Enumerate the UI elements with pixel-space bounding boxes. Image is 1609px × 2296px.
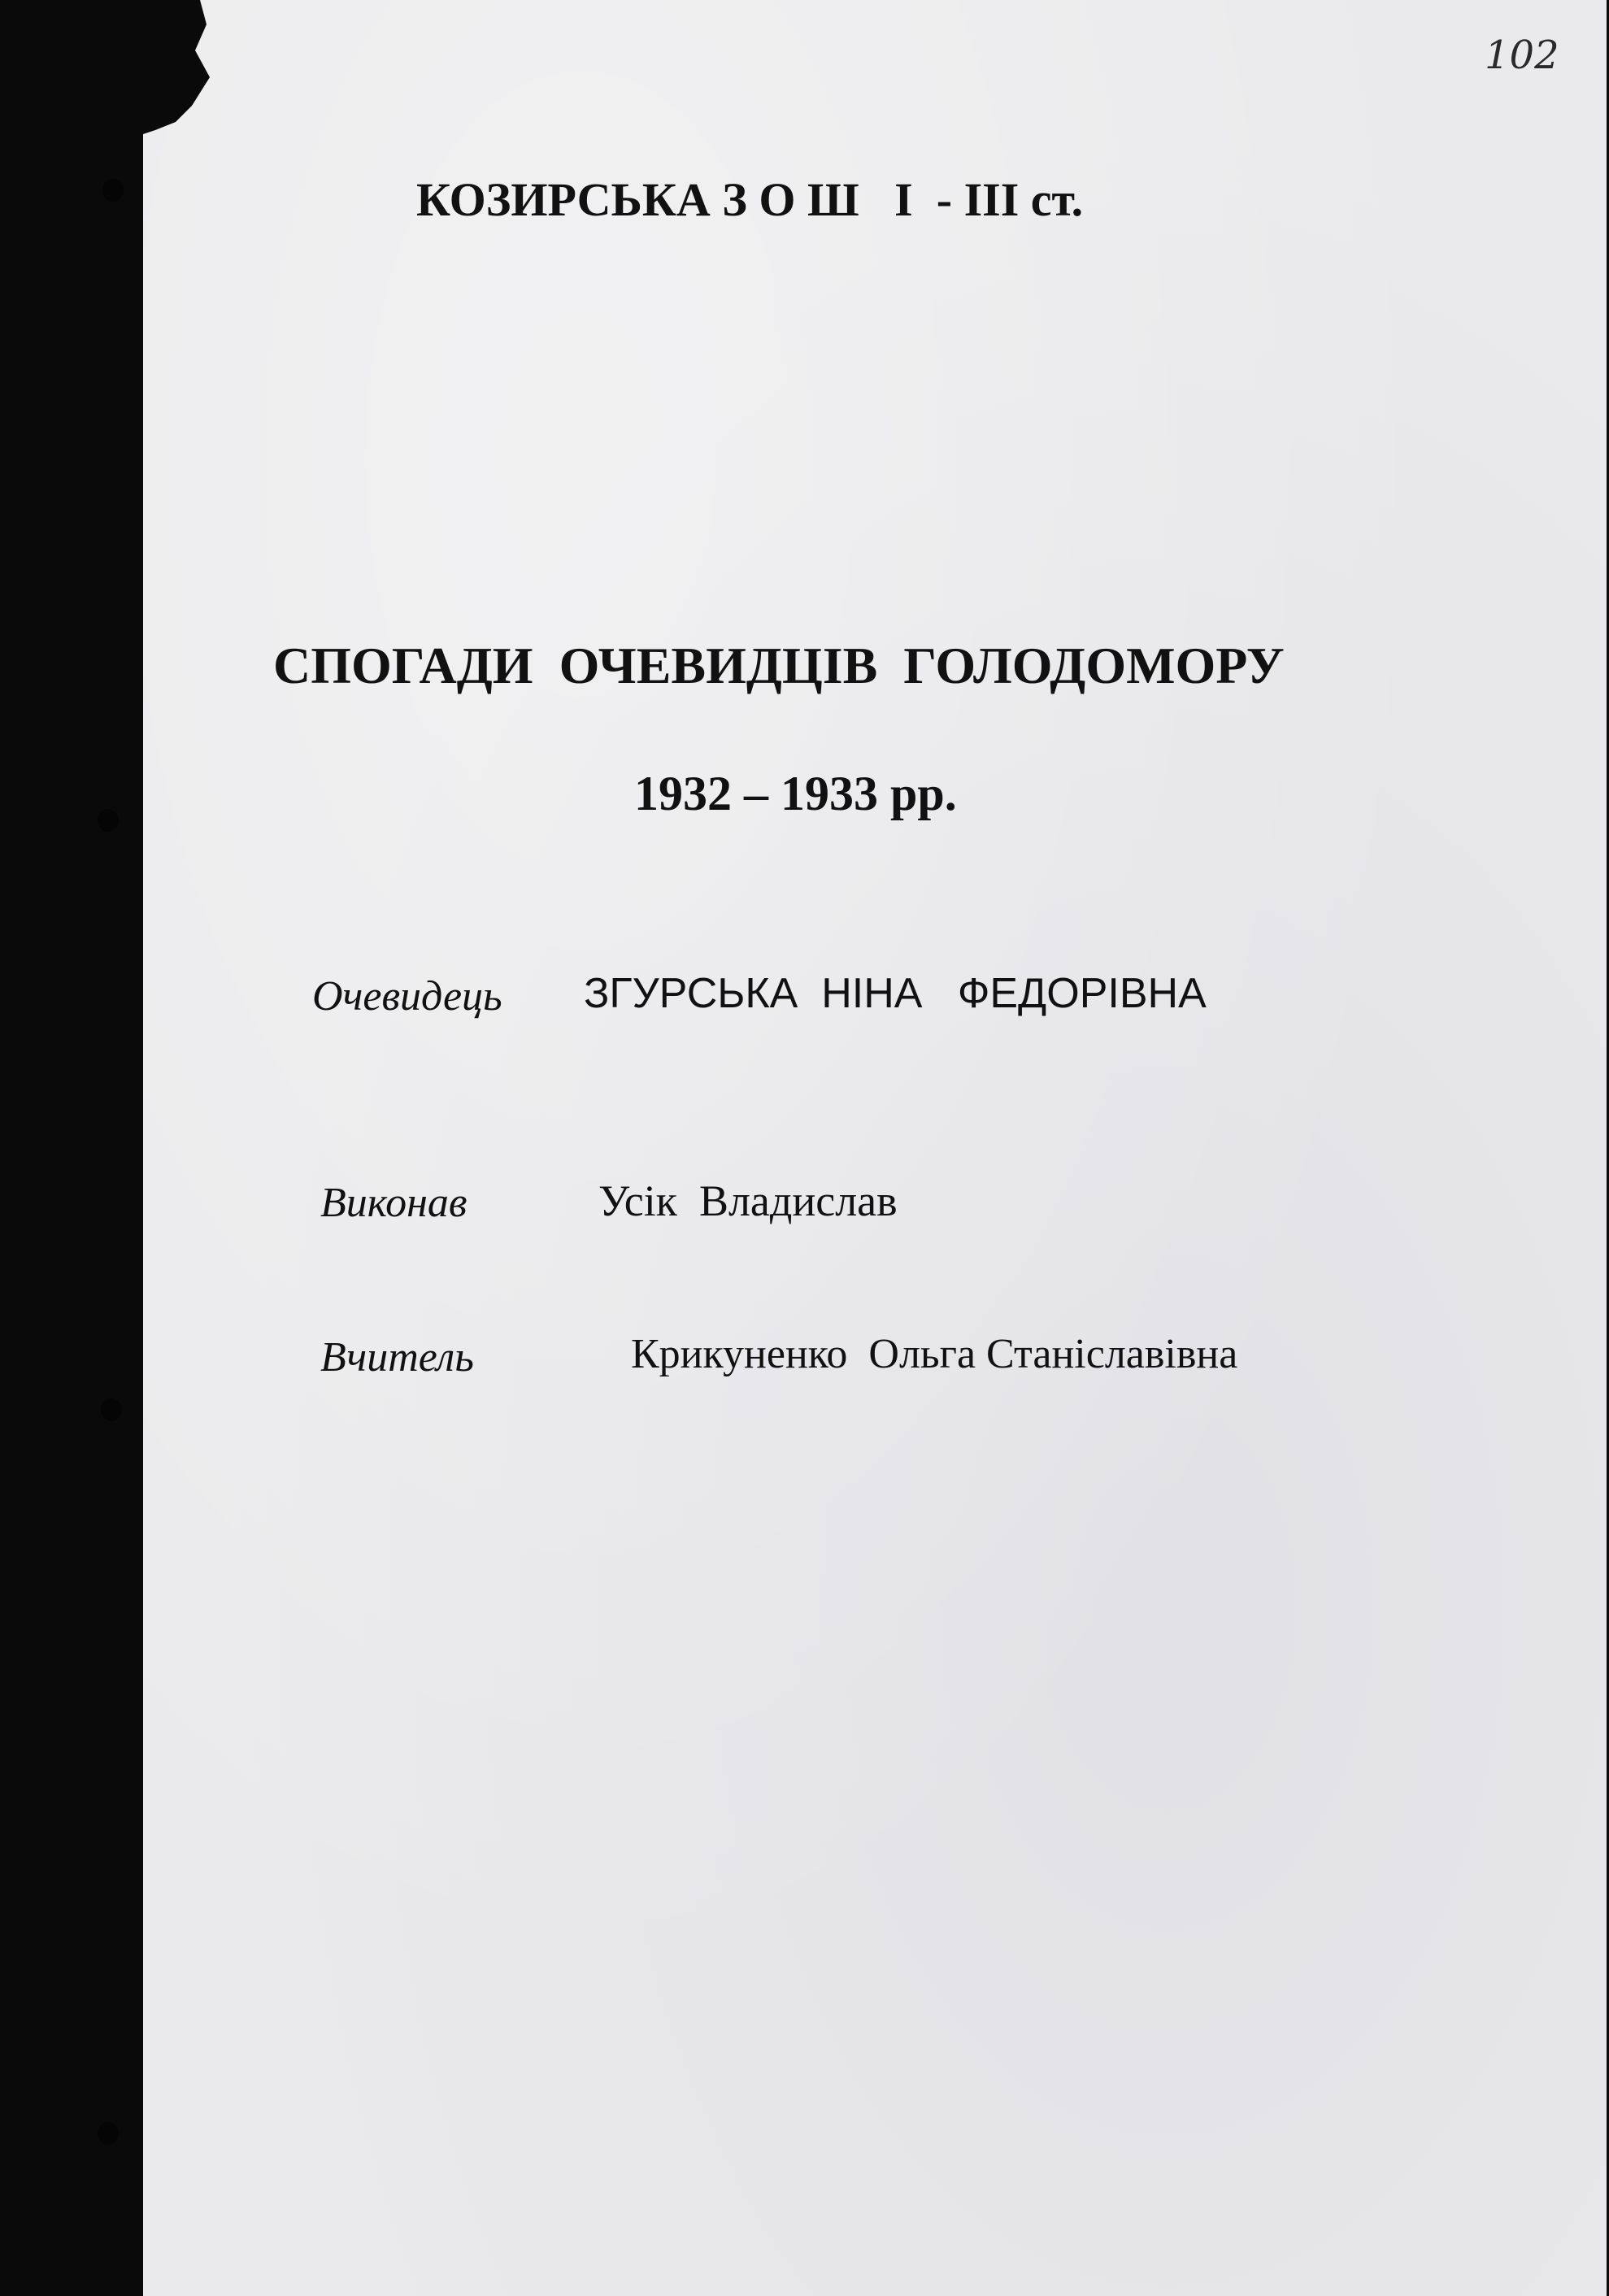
document-title: СПОГАДИ ОЧЕВИДЦІВ ГОЛОДОМОРУ [273, 637, 1285, 694]
document-years: 1932 – 1933 рр. [634, 767, 957, 820]
witness-name: ЗГУРСЬКА НІНА ФЕДОРІВНА [584, 970, 1207, 1017]
teacher-label: Вчитель [320, 1334, 474, 1381]
punch-hole-3 [101, 1398, 122, 1421]
school-name: КОЗИРСЬКА З О Ш І - ІІІ ст. [416, 173, 1084, 226]
torn-corner [143, 0, 216, 138]
page-number: 102 [1485, 33, 1559, 78]
teacher-name: Крикуненко Ольга Станіславівна [631, 1331, 1238, 1377]
performer-label: Виконав [320, 1180, 467, 1226]
punch-hole-2 [98, 809, 119, 832]
paper-sheet [143, 0, 1607, 2296]
punch-hole-1 [102, 179, 124, 202]
performer-name: Усік Владислав [598, 1176, 898, 1225]
witness-label: Очевидець [312, 973, 502, 1020]
punch-hole-4 [98, 2122, 119, 2145]
